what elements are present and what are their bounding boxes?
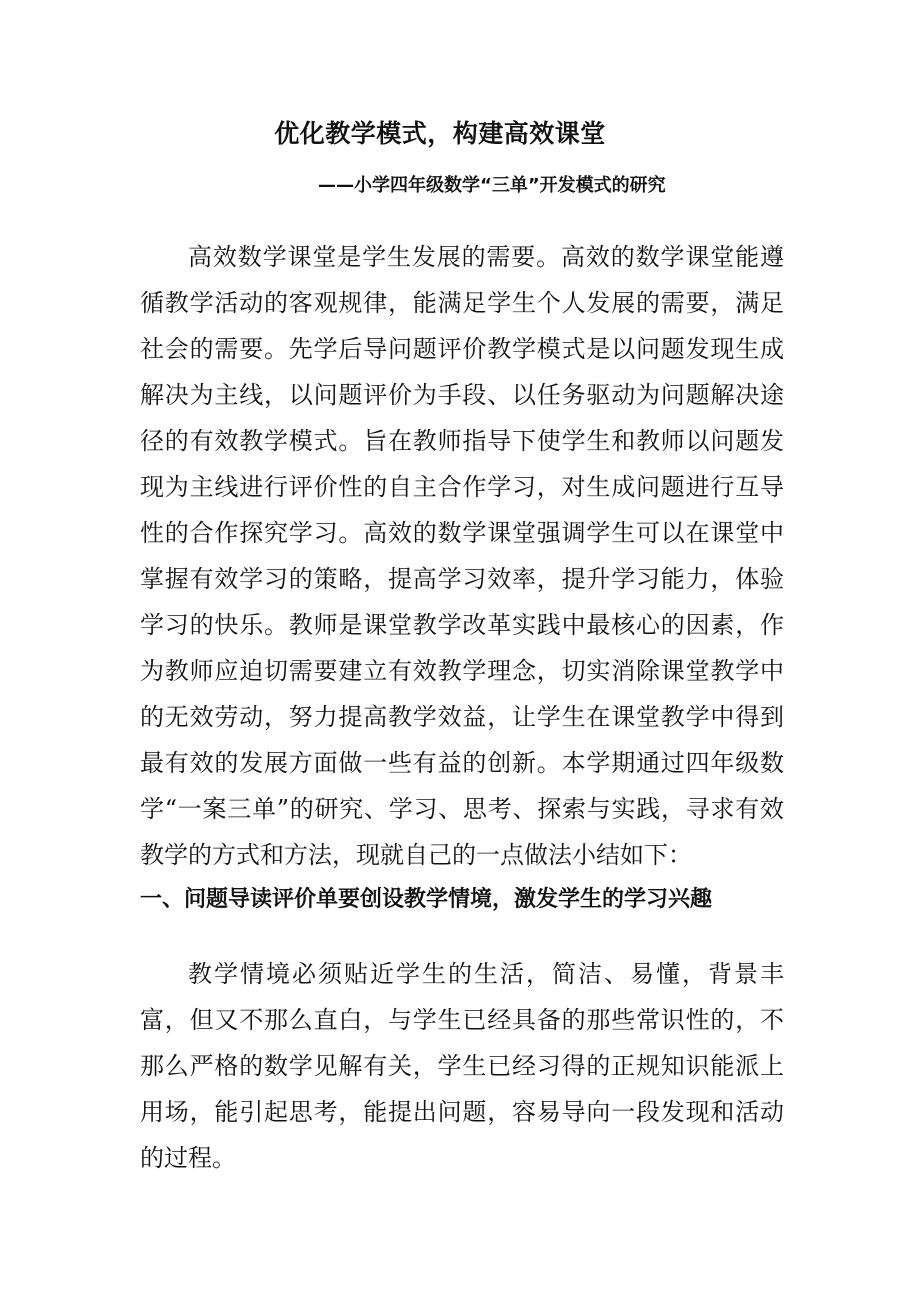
document-title: 优化教学模式，构建高效课堂 [274, 119, 606, 148]
section-heading: 一、问题导读评价单要创设教学情境，激发学生的学习兴趣 [140, 887, 713, 912]
section-paragraph: 教学情境必须贴近学生的生活，简洁、易懂，背景丰富，但又不那么直白，与学生已经具备的那些常识性的，不那么严格的数学见解有关，学生已经习得的正规知识能派上用场，能引起思考，能提出问题，容易导向一段发现和活动的过程。 [140, 960, 784, 1172]
document-subtitle: ——小学四年级数学“三单”开发模式的研究 [318, 175, 666, 196]
intro-paragraph: 高效数学课堂是学生发展的需要。高效的数学课堂能遵循教学活动的客观规律，能满足学生个人发展的需要，满足社会的需要。先学后导问题评价教学模式是以问题发现生成解决为主线，以问题评价为手段、以任务驱动为问题解决途径的有效教学模式。旨在教师指导下使学生和教师以问题发现为主线进行评价性的自主合作学习，对生成问题进行互导性的合作探究学习。高效的数学课堂强调学生可以在课堂中掌握有效学习的策略，提高学习效率，提升学习能力，体验学习的快乐。教师是课堂教学改革实践中最核心的因素，作为教师应迫切需要建立有效教学理念，切实消除课堂教学中的无效劳动，努力提高教学效益，让学生在课堂教学中得到最有效的发展方面做一些有益的创新。本学期通过四年级数学“一案三单”的研究、学习、思考、探索与实践，寻求有效教学的方式和方法，现就自己的一点做法小结如下： [140, 243, 784, 869]
